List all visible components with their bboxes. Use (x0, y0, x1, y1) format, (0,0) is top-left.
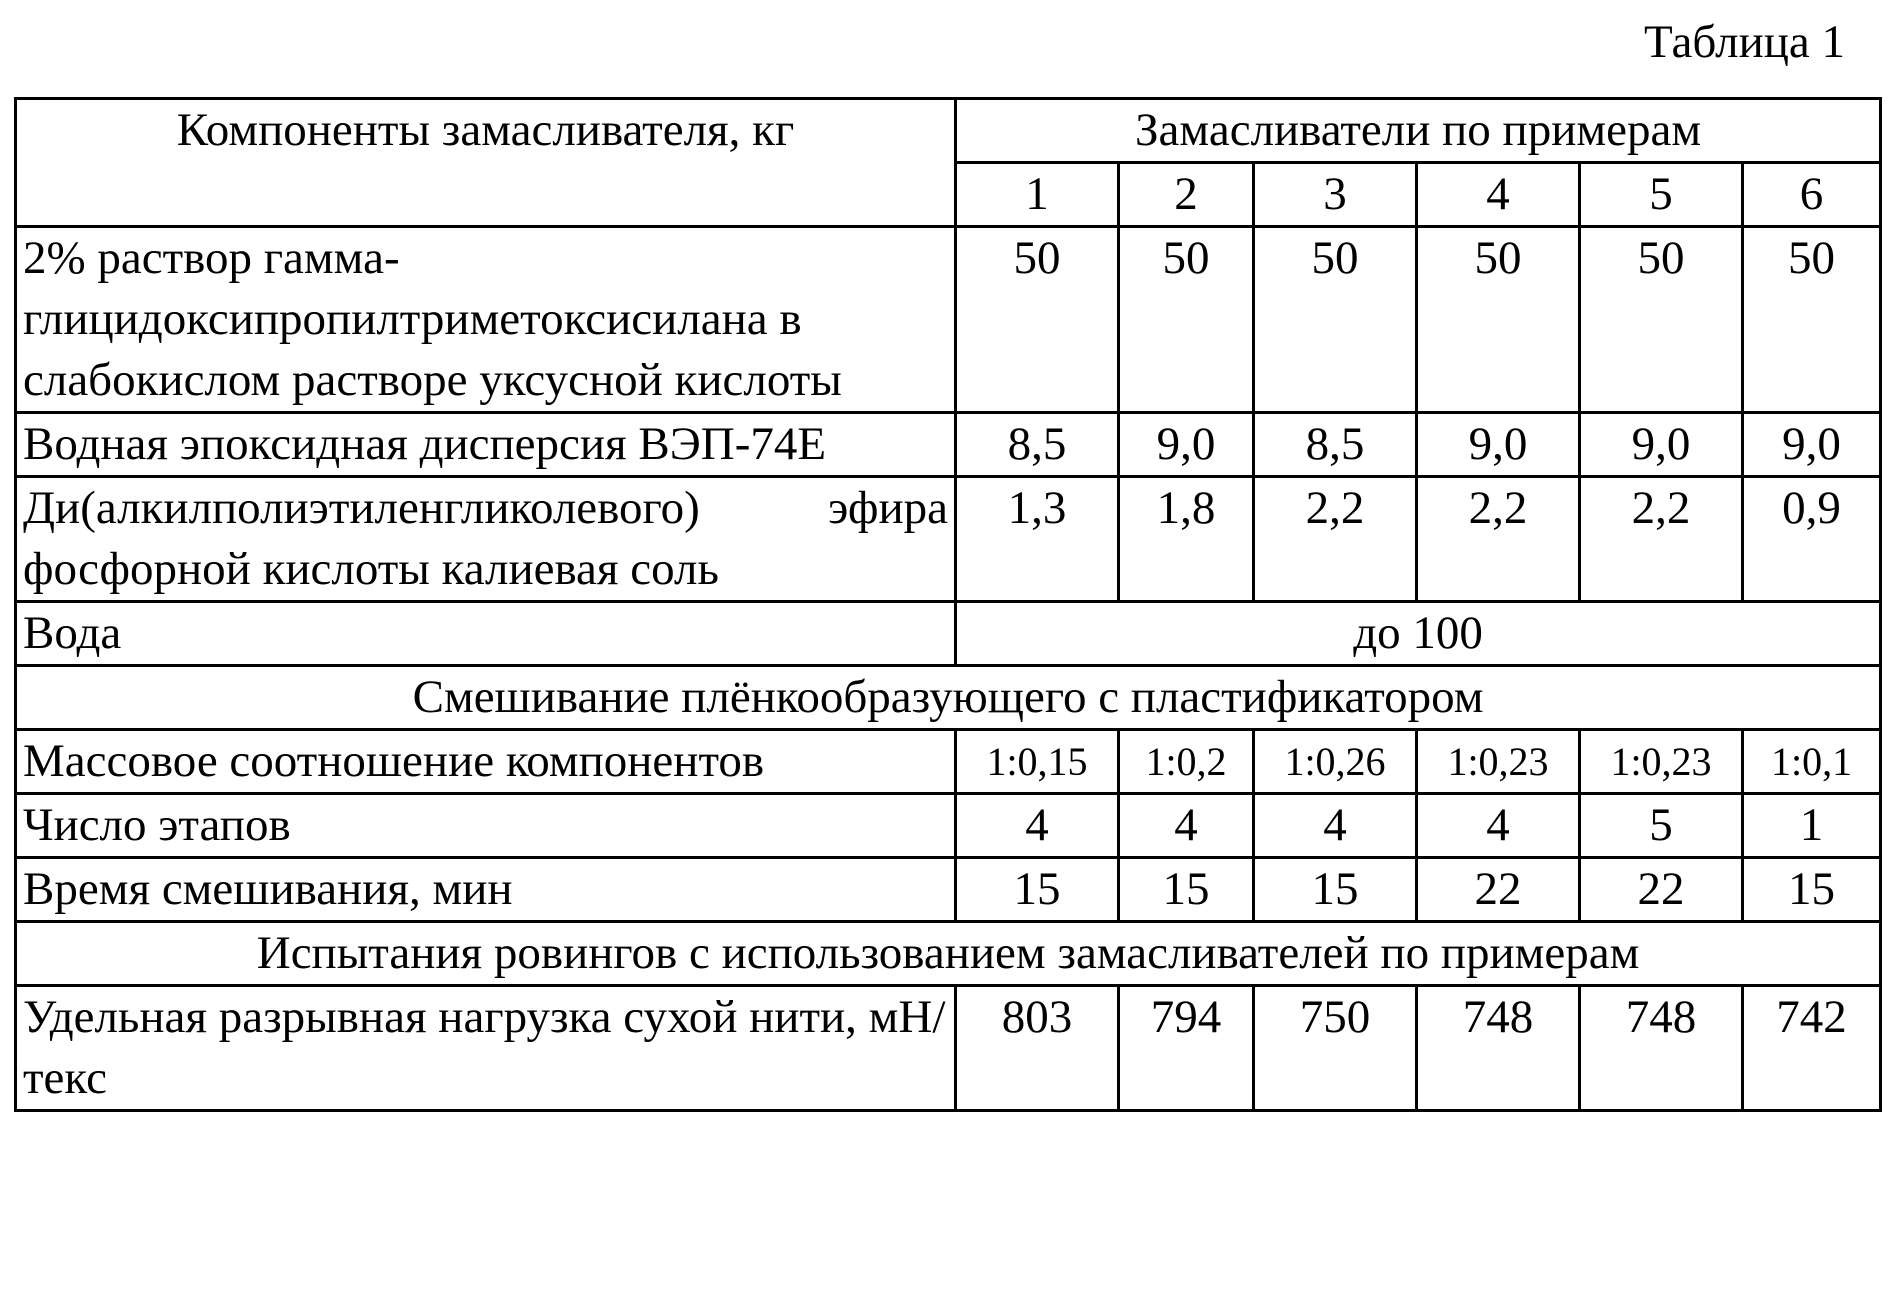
cell-value: 1:0,23 (1417, 730, 1580, 794)
cell-value: 2,2 (1254, 477, 1417, 602)
table-row (16, 858, 1881, 922)
cell-value: 1:0,1 (1743, 730, 1881, 794)
tests-section-title: Испытания ровингов с использованием замасливателей по примерам (16, 922, 1881, 986)
cell-value: 15 (1254, 858, 1417, 922)
row-label: Ди(алкилполиэтиленгликолевого) эфира фосфорной кислоты калиевая соль (16, 477, 956, 602)
cell-value: 15 (1743, 858, 1881, 922)
cell-value: 15 (956, 858, 1119, 922)
cell-value: 0,9 (1743, 477, 1881, 602)
cell-value: 50 (1743, 227, 1881, 413)
row-label: Вода (16, 602, 956, 666)
cell-value: 794 (1119, 986, 1254, 1111)
cell-value: 742 (1743, 986, 1881, 1111)
cell-value: 748 (1580, 986, 1743, 1111)
cell-value: 4 (1254, 794, 1417, 858)
cell-value: 1 (1743, 794, 1881, 858)
cell-value: 22 (1417, 858, 1580, 922)
cell-value: 2,2 (1580, 477, 1743, 602)
cell-value: 750 (1254, 986, 1417, 1111)
cell-value: 50 (956, 227, 1119, 413)
header-examples: Замасливатели по примерам (956, 99, 1881, 163)
table-row (16, 413, 1881, 477)
cell-value: 50 (1417, 227, 1580, 413)
row-label: Удельная разрывная нагрузка сухой нити, мН/текс (16, 986, 956, 1111)
cell-value: 2,2 (1417, 477, 1580, 602)
col-header-6: 6 (1743, 163, 1881, 227)
col-header-4: 4 (1417, 163, 1580, 227)
section-row (16, 666, 1881, 730)
cell-value: 1,8 (1119, 477, 1254, 602)
cell-value: 50 (1580, 227, 1743, 413)
table-row (16, 477, 1881, 602)
mixing-section-title: Смешивание плёнкообразующего с пластификатором (16, 666, 1881, 730)
row-label: 2% раствор гамма-глицидоксипропилтриметоксисилана в слабокислом растворе уксусной кислоты (16, 227, 956, 413)
row-label: Водная эпоксидная дисперсия ВЭП-74Е (16, 413, 956, 477)
table-row (16, 794, 1881, 858)
cell-value: 9,0 (1119, 413, 1254, 477)
cell-value: 1:0,15 (956, 730, 1119, 794)
cell-value: 22 (1580, 858, 1743, 922)
table-row (16, 986, 1881, 1111)
col-header-3: 3 (1254, 163, 1417, 227)
cell-value: 9,0 (1417, 413, 1580, 477)
col-header-5: 5 (1580, 163, 1743, 227)
cell-value: 9,0 (1580, 413, 1743, 477)
cell-value: 9,0 (1743, 413, 1881, 477)
table-row (16, 730, 1881, 794)
cell-value: 1,3 (956, 477, 1119, 602)
row-label: Время смешивания, мин (16, 858, 956, 922)
cell-value: 15 (1119, 858, 1254, 922)
section-row (16, 922, 1881, 986)
cell-value: 5 (1580, 794, 1743, 858)
header-row-1 (16, 99, 1881, 163)
header-components: Компоненты замасливателя, кг (16, 99, 956, 227)
cell-value: 1:0,23 (1580, 730, 1743, 794)
cell-value: 4 (956, 794, 1119, 858)
cell-value: 1:0,26 (1254, 730, 1417, 794)
table-row (16, 227, 1881, 413)
cell-value: 8,5 (1254, 413, 1417, 477)
cell-value: 748 (1417, 986, 1580, 1111)
table-caption: Таблица 1 (1643, 16, 1845, 68)
cell-value: 8,5 (956, 413, 1119, 477)
cell-value: 1:0,2 (1119, 730, 1254, 794)
row-label: Число этапов (16, 794, 956, 858)
cell-value: 4 (1119, 794, 1254, 858)
water-row (16, 602, 1881, 666)
cell-value: 50 (1254, 227, 1417, 413)
col-header-2: 2 (1119, 163, 1254, 227)
components-table (14, 97, 1882, 1112)
cell-value: 803 (956, 986, 1119, 1111)
cell-value: 4 (1417, 794, 1580, 858)
row-label: Массовое соотношение компонентов (16, 730, 956, 794)
cell-value: 50 (1119, 227, 1254, 413)
col-header-1: 1 (956, 163, 1119, 227)
water-value: до 100 (956, 602, 1881, 666)
